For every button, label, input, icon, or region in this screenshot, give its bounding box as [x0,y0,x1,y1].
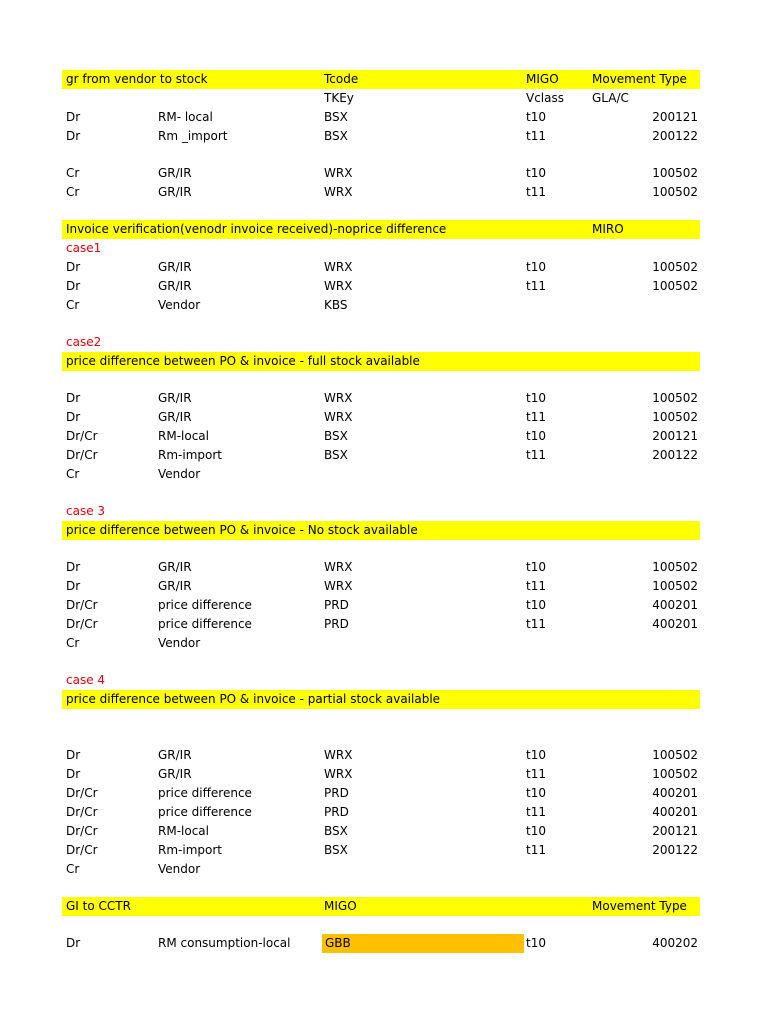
subheader-row [62,89,700,108]
key-cell: PRD [324,786,349,800]
table-row [62,296,700,315]
vclass-cell: t10 [526,598,546,612]
table-row [62,860,700,879]
tcode-header: Tcode [324,72,359,86]
vclass-cell: t10 [526,429,546,443]
account-cell: RM-local [158,824,209,838]
gi-header-row [62,897,700,916]
key-cell: PRD [324,598,349,612]
dc-cell: Dr/Cr [66,843,98,857]
table-row [62,803,700,822]
key-cell: WRX [324,579,353,593]
gl-cell: 400201 [652,805,698,819]
dc-cell: Dr [66,110,81,124]
glac-header: GLA/C [592,91,629,105]
vclass-cell: t10 [526,748,546,762]
case-label-row [62,671,700,690]
gl-cell: 100502 [652,579,698,593]
table-row [62,389,700,408]
vclass-cell: t11 [526,410,546,424]
account-cell: GR/IR [158,410,192,424]
case-label: case1 [66,241,102,255]
table-row [62,258,700,277]
table-row [62,577,700,596]
tkey-header: TKEy [324,91,354,105]
dc-cell: Cr [66,298,80,312]
account-cell: Vendor [158,862,201,876]
account-cell: Vendor [158,298,201,312]
dc-cell: Dr [66,748,81,762]
vclass-cell: t11 [526,279,546,293]
key-cell: WRX [324,279,353,293]
gl-cell: 100502 [652,260,698,274]
dc-cell: Cr [66,862,80,876]
account-cell: GR/IR [158,260,192,274]
key-cell: BSX [324,429,348,443]
movement-type-header: Movement Type [592,899,687,913]
account-cell: GR/IR [158,560,192,574]
gl-cell: 200121 [652,824,698,838]
gl-cell: 100502 [652,279,698,293]
header-row [62,70,700,89]
vclass-cell: t11 [526,843,546,857]
migo-tcode: MIGO [324,899,357,913]
table-row [62,427,700,446]
vclass-cell: t10 [526,260,546,274]
table-row [62,841,700,860]
table-row [62,446,700,465]
vclass-cell: t11 [526,129,546,143]
dc-cell: Cr [66,166,80,180]
table-row [62,746,700,765]
dc-cell: Dr/Cr [66,824,98,838]
dc-cell: Cr [66,185,80,199]
table-row [62,108,700,127]
dc-cell: Dr/Cr [66,786,98,800]
key-cell: BSX [324,824,348,838]
vclass-cell: t11 [526,185,546,199]
vclass-cell: t11 [526,448,546,462]
gl-cell: 100502 [652,560,698,574]
case-title-row [62,521,700,540]
gl-cell: 100502 [652,748,698,762]
vclass-cell: t10 [526,560,546,574]
account-cell: GR/IR [158,391,192,405]
key-cell: WRX [324,260,353,274]
account-cell: price difference [158,805,252,819]
dc-cell: Dr [66,936,81,950]
table-row [62,634,700,653]
dc-cell: Dr [66,129,81,143]
key-cell: WRX [324,748,353,762]
case-label: case 3 [66,504,106,518]
dc-cell: Dr [66,260,81,274]
account-cell: GR/IR [158,767,192,781]
table-row [62,558,700,577]
table-row [62,765,700,784]
section-title: GI to CCTR [66,899,131,913]
dc-cell: Dr/Cr [66,448,98,462]
account-cell: Vendor [158,636,201,650]
gl-cell: 400201 [652,617,698,631]
table-row [62,615,700,634]
vclass-cell: t11 [526,579,546,593]
gl-cell: 400202 [652,936,698,950]
dc-cell: Dr [66,410,81,424]
gl-cell: 200122 [652,448,698,462]
dc-cell: Dr/Cr [66,429,98,443]
table-row [62,934,700,953]
section-title: Invoice verification(venodr invoice received)-noprice difference [66,222,447,236]
account-cell: RM-local [158,429,209,443]
account-cell: Vendor [158,467,201,481]
gl-cell: 100502 [652,185,698,199]
table-row [62,408,700,427]
vclass-cell: t10 [526,166,546,180]
case-title: price difference between PO & invoice - full stock available [66,354,420,368]
vclass-header: Vclass [526,91,564,105]
account-cell: price difference [158,617,252,631]
dc-cell: Cr [66,467,80,481]
case-label: case 4 [66,673,106,687]
account-cell: GR/IR [158,579,192,593]
dc-cell: Dr [66,560,81,574]
dc-cell: Dr [66,579,81,593]
key-cell: BSX [324,843,348,857]
account-cell: GR/IR [158,185,192,199]
case-title: price difference between PO & invoice - partial stock available [66,692,441,706]
key-cell: BSX [324,110,348,124]
dc-cell: Cr [66,636,80,650]
gl-cell: 200122 [652,843,698,857]
vclass-cell: t10 [526,786,546,800]
account-cell: Rm-import [158,448,222,462]
dc-cell: Dr [66,279,81,293]
gl-cell: 100502 [652,391,698,405]
account-cell: RM- local [158,110,213,124]
key-cell: PRD [324,617,349,631]
vclass-cell: t11 [526,617,546,631]
account-cell: GR/IR [158,748,192,762]
account-cell: GR/IR [158,279,192,293]
key-cell: WRX [324,166,353,180]
account-cell: Rm-import [158,843,222,857]
case-title-row [62,352,700,371]
movement-type-header: Movement Type [592,72,687,86]
dc-cell: Dr/Cr [66,617,98,631]
account-cell: price difference [158,786,252,800]
table-row [62,164,700,183]
key-cell: BSX [324,448,348,462]
vclass-cell: t10 [526,391,546,405]
account-cell: price difference [158,598,252,612]
gl-cell: 200122 [652,129,698,143]
case-label-row [62,239,700,258]
key-cell: WRX [324,185,353,199]
vclass-cell: t10 [526,824,546,838]
account-cell: RM consumption-local [158,936,291,950]
dc-cell: Dr [66,391,81,405]
case-title: price difference between PO & invoice - No stock available [66,523,418,537]
table-row [62,596,700,615]
account-cell: GR/IR [158,166,192,180]
case-label-row [62,502,700,521]
invoice-verification-header [62,220,700,239]
gl-cell: 400201 [652,786,698,800]
case-title-row [62,690,700,709]
miro-tcode: MIRO [592,222,624,236]
vclass-cell: t11 [526,767,546,781]
table-row [62,822,700,841]
key-cell: PRD [324,805,349,819]
case-label: case2 [66,335,102,349]
gl-cell: 100502 [652,166,698,180]
account-cell: Rm _import [158,129,228,143]
dc-cell: Dr/Cr [66,805,98,819]
key-cell: WRX [324,560,353,574]
gl-cell: 400201 [652,598,698,612]
section-title: gr from vendor to stock [66,72,208,86]
gl-cell: 100502 [652,767,698,781]
gl-cell: 200121 [652,429,698,443]
gl-cell: 200121 [652,110,698,124]
table-row [62,183,700,202]
key-cell-highlighted: GBB [322,934,524,953]
key-cell: WRX [324,391,353,405]
key-cell: BSX [324,129,348,143]
table-row [62,277,700,296]
key-cell: WRX [324,410,353,424]
vclass-cell: t10 [526,936,546,950]
dc-cell: Dr [66,767,81,781]
case-label-row [62,333,700,352]
key-cell: KBS [324,298,348,312]
table-row [62,127,700,146]
table-row [62,784,700,803]
vclass-cell: t11 [526,805,546,819]
gl-cell: 100502 [652,410,698,424]
dc-cell: Dr/Cr [66,598,98,612]
vclass-cell: t10 [526,110,546,124]
migo-header: MIGO [526,72,559,86]
key-cell: WRX [324,767,353,781]
table-row [62,465,700,484]
